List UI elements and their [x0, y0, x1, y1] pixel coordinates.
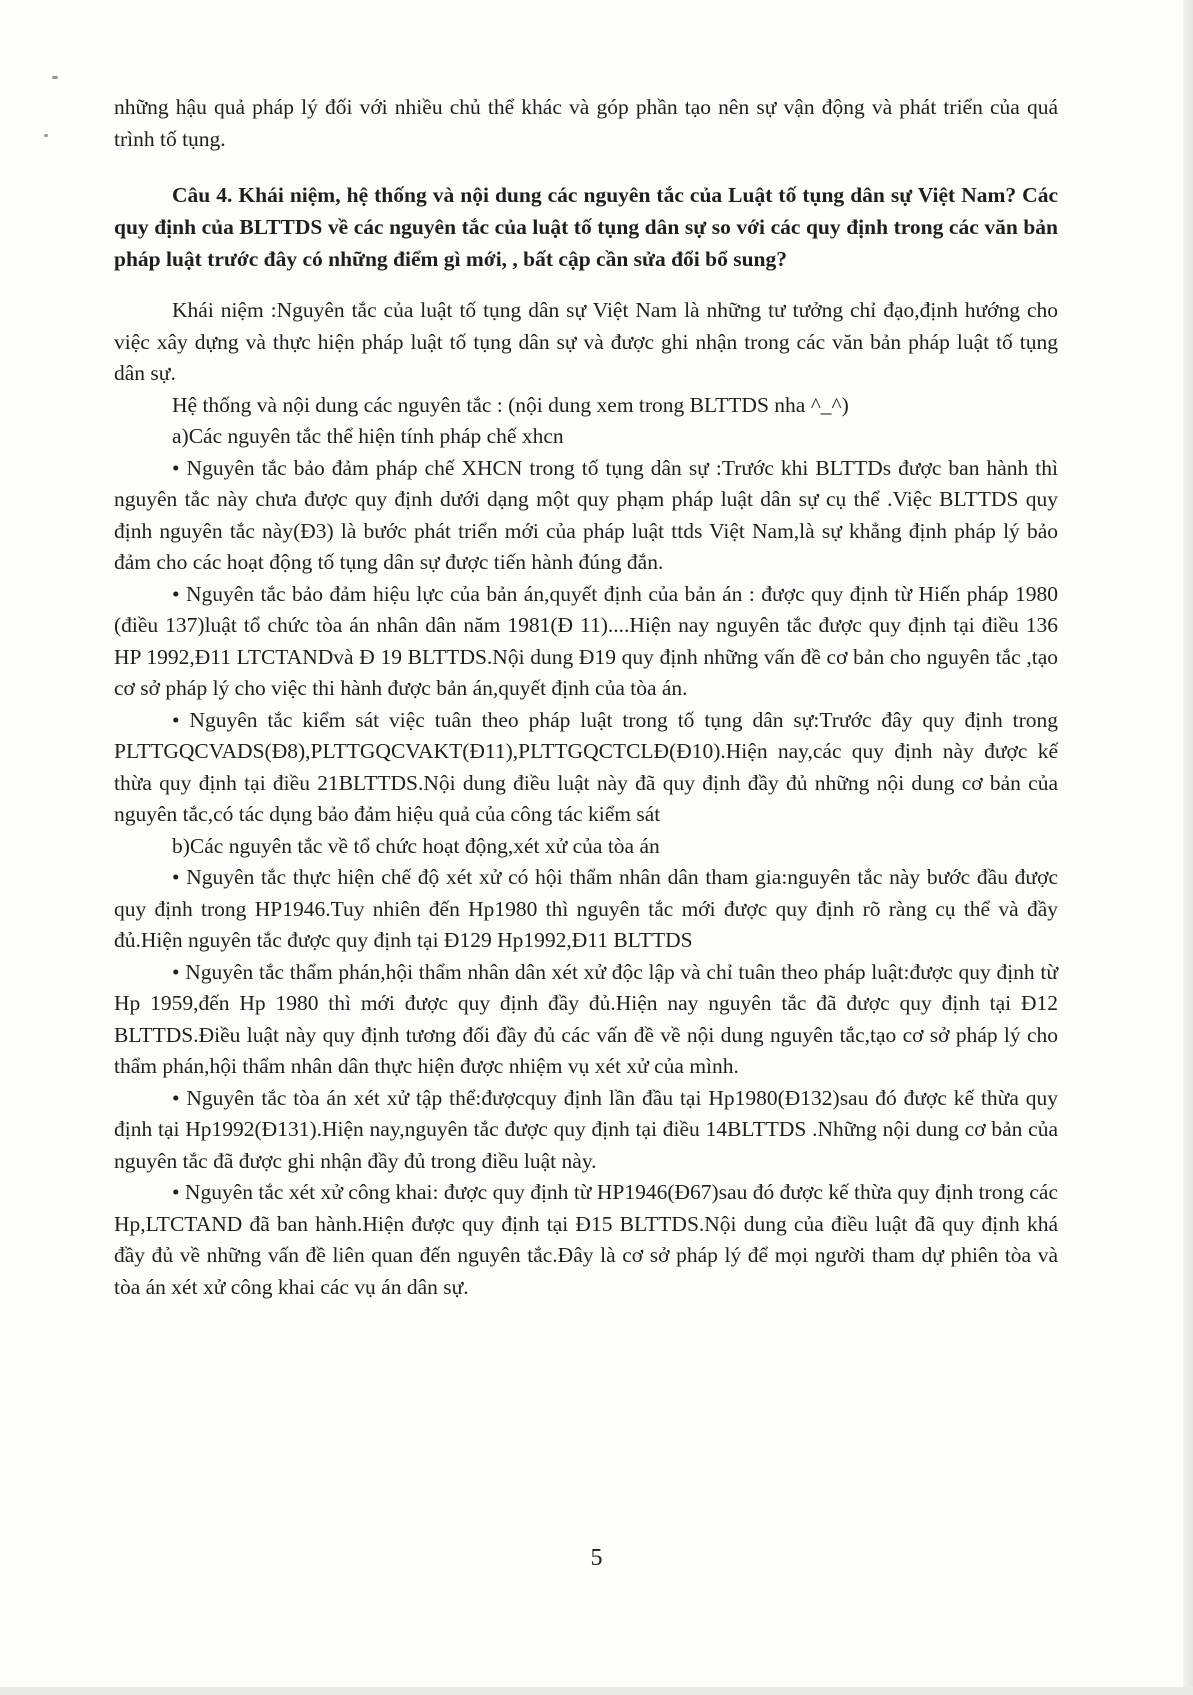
scan-speck [44, 134, 48, 137]
bullet-paragraph: • Nguyên tắc thực hiện chế độ xét xử có hội thẩm nhân dân tham gia:nguyên tắc này bước đầu được quy định trong HP1946.Tuy nhiên đến Hp1980 thì nguyên tắc mới được quy định rõ ràng cụ thể và đầy đủ.Hiện nguyên tắc được quy định tại Đ129 Hp1992,Đ11 BLTTDS [114, 865, 1058, 952]
page-number: 5 [590, 1545, 603, 1571]
scan-edge [1183, 0, 1193, 1695]
section-a-title: a)Các nguyên tắc thể hiện tính pháp chế xhcn [172, 424, 564, 448]
paragraph-system: Hệ thống và nội dung các nguyên tắc : (nội dung xem trong BLTTDS nha ^_^) [172, 392, 849, 417]
scan-bottom-edge [0, 1687, 1193, 1695]
bullet-paragraph: • Nguyên tắc bảo đảm hiệu lực của bản án,quyết định của bản án : được quy định từ Hiến pháp 1980 (điều 137)luật tổ chức tòa án nhân dân năm 1981(Đ 11)....Hiện nay nguyên tắc được quy định tại điều 136 HP 1992,Đ11 LTCTANDvà Đ 19 BLTTDS.Nội dung Đ19 quy định những vấn đề cơ bản cho nguyên tắc ,tạo cơ sở pháp lý cho việc thi hành được bản án,quyết định của tòa án. [114, 581, 1058, 700]
paragraph-definition: Khái niệm :Nguyên tắc của luật tố tụng dân sự Việt Nam là những tư tưởng chỉ đạo,định hướng cho việc xây dựng và thực hiện pháp luật tố tụng dân sự và được ghi nhận trong các văn bản pháp luật tố tụng dân sự. [114, 298, 1058, 385]
bullet-paragraph: • Nguyên tắc bảo đảm pháp chế XHCN trong tố tụng dân sự :Trước khi BLTTDs được ban hành thì nguyên tắc này chưa được quy định dưới dạng một quy phạm pháp luật dân sự cụ thể .Việc BLTTDS quy định nguyên tắc này(Đ3) là bước phát triển mới của pháp luật ttds Việt Nam,là sự khẳng định pháp lý bảo đảm cho các hoạt động tố tụng dân sự được tiến hành đúng đắn. [114, 455, 1058, 574]
spacer [114, 275, 1058, 295]
section-b-title: b)Các nguyên tắc về tổ chức hoạt động,xét xử của tòa án [172, 833, 660, 858]
paragraph-continuation: những hậu quả pháp lý đối với nhiều chủ thể khác và góp phần tạo nên sự vận động và phát triển của quá trình tố tụng. [114, 95, 1058, 151]
document-body [114, 92, 1058, 1303]
scan-speck [52, 76, 58, 79]
question-heading: Câu 4. Khái niệm, hệ thống và nội dung các nguyên tắc của Luật tố tụng dân sự Việt Nam? Các quy định của BLTTDS về các nguyên tắc của luật tố tụng dân sự so với các quy định trong các văn bản pháp luật trước đây có những điểm gì mới, , bất cập cần sửa đổi bổ sung? [114, 183, 1058, 271]
bullet-paragraph: • Nguyên tắc kiểm sát việc tuân theo pháp luật trong tố tụng dân sự:Trước đây quy định trong PLTTGQCVADS(Đ8),PLTTGQCVAKT(Đ11),PLTTGQCTCLĐ(Đ10).Hiện nay,các quy định này được kế thừa quy định tại điều 21BLTTDS.Nội dung điều luật này đã quy định đầy đủ những nội dung cơ bản của nguyên tắc,có tác dụng bảo đảm hiệu quả của công tác kiểm sát [114, 707, 1058, 826]
bullet-paragraph: • Nguyên tắc tòa án xét xử tập thể:đượcquy định lần đầu tại Hp1980(Đ132)sau đó được kế thừa quy định tại Hp1992(Đ131).Hiện nay,nguyên tắc được quy định tại điều 14BLTTDS .Những nội dung cơ bản của nguyên tắc đã được ghi nhận đầy đủ trong điều luật này. [114, 1085, 1058, 1173]
bullet-paragraph: • Nguyên tắc xét xử công khai: được quy định từ HP1946(Đ67)sau đó được kế thừa quy định trong các Hp,LTCTAND đã ban hành.Hiện được quy định tại Đ15 BLTTDS.Nội dung của điều luật đã quy định khá đầy đủ về những vấn đề liên quan đến nguyên tắc.Đây là cơ sở pháp lý để mọi người tham dự phiên tòa và tòa án xét xử công khai các vụ án dân sự. [114, 1180, 1058, 1299]
bullet-paragraph: • Nguyên tắc thẩm phán,hội thẩm nhân dân xét xử độc lập và chỉ tuân theo pháp luật:được quy định từ Hp 1959,đến Hp 1980 thì mới được quy định đầy đủ.Hiện nay nguyên tắc đã được quy định tại Đ12 BLTTDS.Điều luật này quy định tương đối đầy đủ các vấn đề về nội dung nguyên tắc,tạo cơ sở pháp lý cho thẩm phán,hội thẩm nhân dân thực hiện được nhiệm vụ xét xử của mình. [114, 959, 1058, 1078]
